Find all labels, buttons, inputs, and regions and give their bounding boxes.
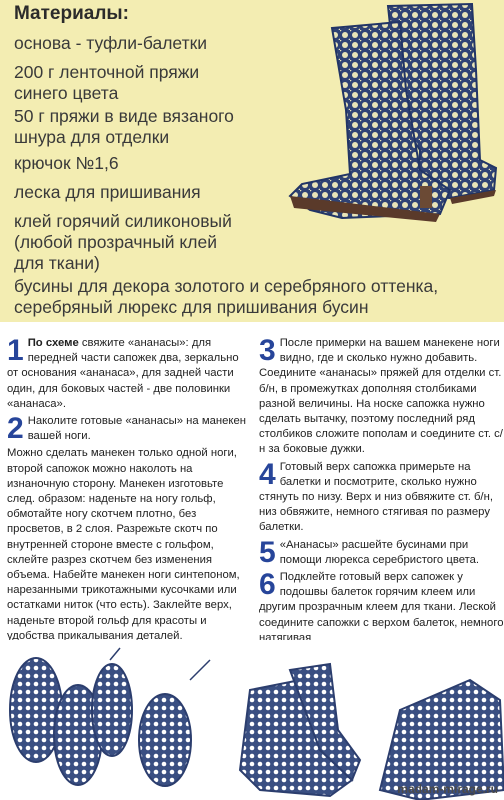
pineapple-piece — [92, 664, 132, 756]
material-line: клей горячий силиконовый — [14, 211, 232, 231]
step-6 — [259, 570, 504, 646]
material-line: 50 г пряжи в виде вязаного — [14, 106, 234, 126]
material-line: для ткани) — [14, 253, 100, 273]
boots-photo — [250, 0, 504, 240]
step-text: После примерки на вашем манекене ноги видно, где и сколько нужно добавить. Соедините «ананасы» пряжей для отделки ст. б/н, в промежутках дополняя столбиками разной величины. На носке сапожка нужно сделать вытачку, поэтому последний ряд столбиков сложите пополам и соедините ст. с/н за боковые дужки. — [259, 337, 503, 456]
step-number: 1 — [7, 334, 24, 367]
step-number: 5 — [259, 535, 276, 569]
step-1 — [7, 336, 252, 412]
material-line: синего цвета — [14, 83, 119, 103]
step-text: Можно сделать манекен только одной ноги, второй сапожок можно наколоть на изнаночную сторону. Манекен изготовьте след. образом: наденьте на ногу гольф, обмотайте ногу скотчем плотно, без просветов, в 2 слоя. Разрежьте скотч по внутренней стороне вместе с гольфом, склейте разрез скотчем без изменения объема. Набейте манекен ноги синтепоном, нарезанными трикотажными кусочками или остатками ниток (что есть). Заклейте верх, наденьте второй гольф для красоты и удобства прикалывания деталей. — [7, 447, 240, 642]
step-5 — [259, 535, 504, 569]
step-number: 3 — [259, 334, 276, 367]
material-line: серебряный люрекс для пришивания бусин — [14, 297, 369, 317]
material-line: шнура для отделки — [14, 127, 170, 147]
watermark: madam-mirage.ru — [397, 782, 498, 796]
materials-title: Материалы: — [14, 3, 129, 24]
step-text: свяжите «ананасы»: для передней части сапожек два, зеркально от основания «ананаса», для задней части один, для боковых частей - две половинки «ананаса». — [7, 337, 239, 410]
step-number: 2 — [7, 412, 24, 446]
steps-left-column — [7, 336, 252, 646]
material-line: (любой прозрачный клей — [14, 232, 217, 252]
step-text: «Ананасы» расшейте бусинами при помощи люрекса серебристого цвета. — [279, 538, 480, 566]
step-text: Подклейте готовый верх сапожек у подошвы балеток горячим клеем или другим прозрачным клеем для ткани. Леской соедините сапожки с верхом балеток, немного натягивая — [259, 571, 504, 644]
material-line: леска для пришивания — [14, 182, 201, 202]
step-3 — [259, 336, 504, 458]
step-2-details — [7, 446, 252, 644]
step-number: 4 — [259, 457, 276, 491]
step-text: Готовый верх сапожка примерьте на балетки и посмотрите, сколько нужно стянуть по низу. Верх и низ обвяжите ст. б/н, низ обвяжите, немного стягивая по размеру балетки. — [259, 460, 493, 534]
step-lead: По схеме — [27, 337, 79, 349]
step-2 — [7, 414, 252, 444]
steps-right-column — [259, 336, 504, 648]
crochet-pieces-photos — [0, 640, 504, 800]
step-text: Наколите готовые «ананасы» на манекен вашей ноги. — [27, 415, 247, 443]
step-4 — [259, 457, 504, 536]
material-line: крючок №1,6 — [14, 153, 119, 173]
material-line: бусины для декора золотого и серебряного оттенка, — [14, 276, 439, 296]
materials-panel — [0, 0, 504, 322]
material-line: основа - туфли-балетки — [14, 33, 208, 53]
material-line: 200 г ленточной пряжи — [14, 62, 200, 82]
step-number: 6 — [259, 568, 276, 602]
pineapple-piece — [139, 694, 191, 786]
